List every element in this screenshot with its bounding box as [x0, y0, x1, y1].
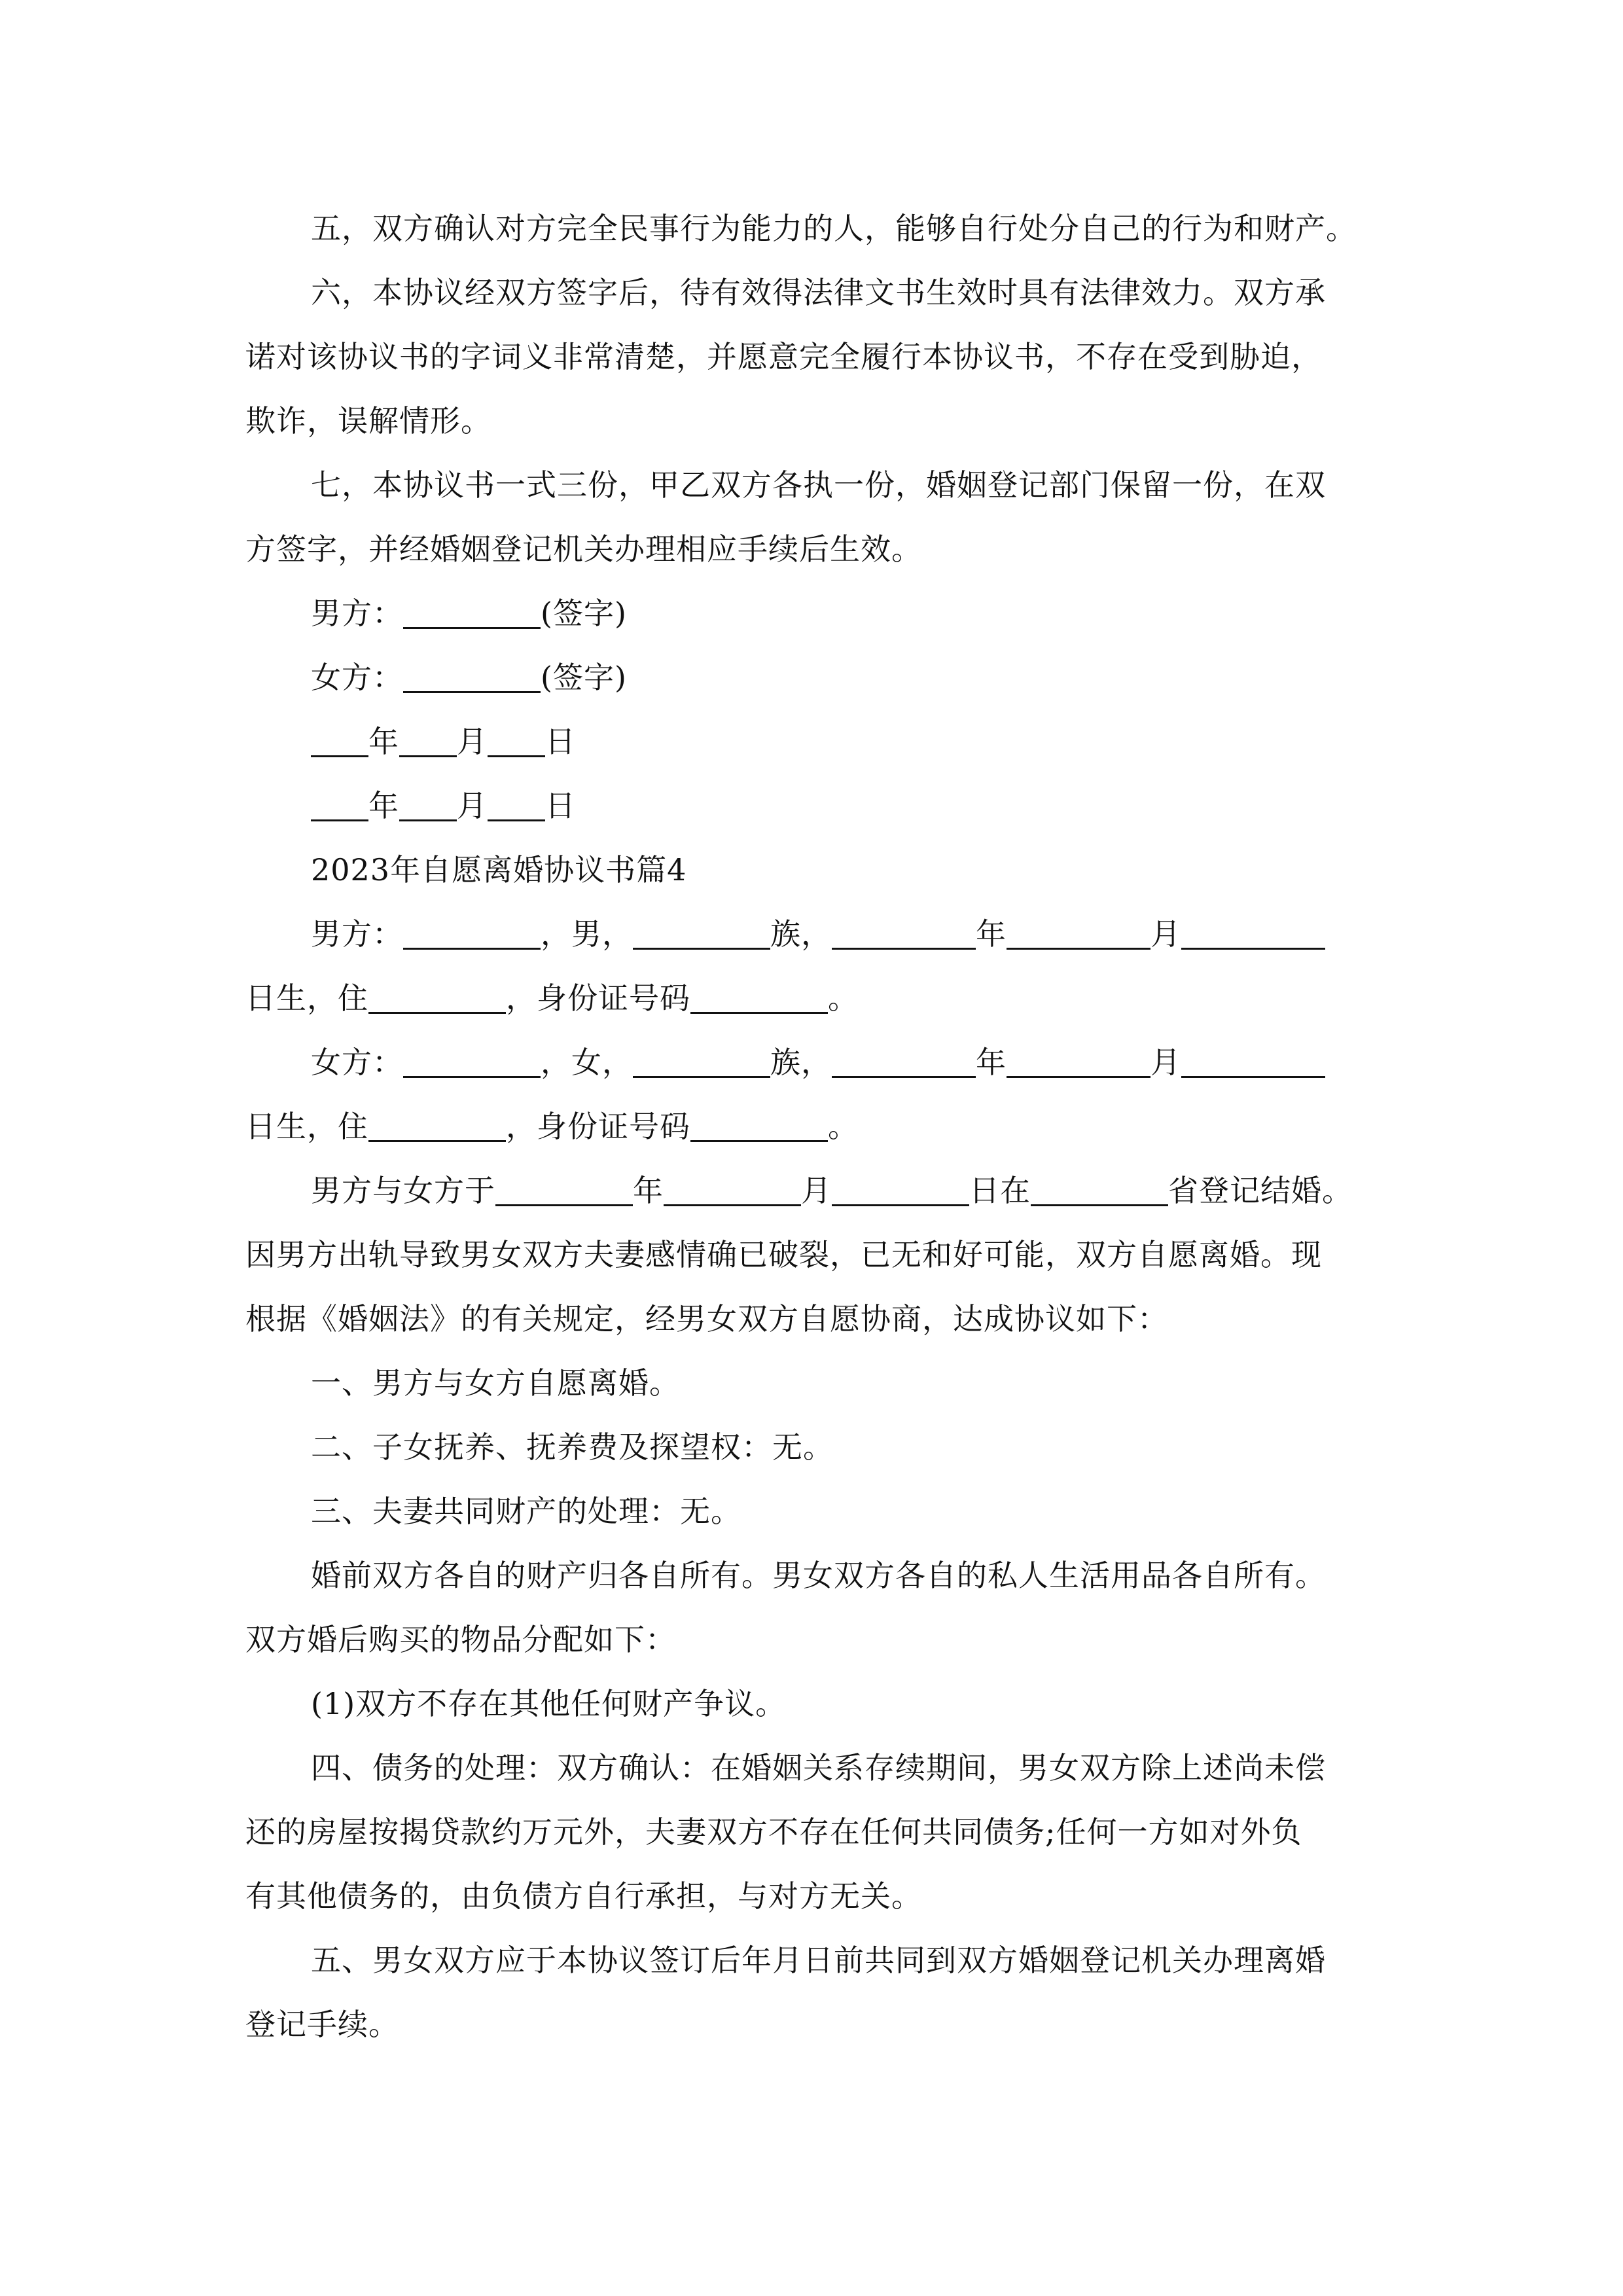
male-born-label: 日生，住	[245, 980, 368, 1016]
property-line1: 婚前双方各自的财产归各自所有。男女双方各自的私人生活用品各自所有。	[311, 1558, 1326, 1593]
date-year-label: 年	[368, 724, 399, 759]
marriage-line2: 因男方出轨导致男女双方夫妻感情确已破裂，已无和好可能，双方自愿离婚。现	[245, 1237, 1322, 1272]
date-line-2	[245, 774, 1384, 838]
female-signature-line	[245, 645, 1384, 709]
male-signature-blank[interactable]	[403, 593, 541, 629]
document-page	[245, 196, 1384, 2056]
male-party-line1	[245, 902, 1384, 966]
marriage-line3: 根据《婚姻法》的有关规定，经男女双方自愿协商，达成协议如下：	[245, 1301, 1168, 1336]
date-month-blank[interactable]	[399, 785, 457, 821]
female-id-blank[interactable]	[690, 1106, 828, 1142]
male-party-label: 男方：	[311, 916, 403, 952]
date-day-blank[interactable]	[488, 785, 545, 821]
female-party-line2	[245, 1094, 1384, 1158]
male-signature-label: 男方：	[311, 596, 403, 631]
marriage-day-label: 日在	[969, 1173, 1031, 1208]
female-month-label: 月	[1150, 1045, 1181, 1080]
male-signature-note: (签字)	[541, 596, 627, 631]
section-heading: 2023年自愿离婚协议书篇4	[311, 852, 687, 888]
marriage-year-blank[interactable]	[495, 1170, 633, 1206]
item-two: 二、子女抚养、抚养费及探望权：无。	[311, 1429, 834, 1465]
item-four-line1: 四、债务的处理：双方确认：在婚姻关系存续期间，男女双方除上述尚未偿	[311, 1750, 1326, 1785]
male-signature-line	[245, 581, 1384, 645]
paragraph-seven-line2: 方签字，并经婚姻登记机关办理相应手续后生效。	[245, 531, 922, 567]
item-five-line1: 五、男女双方应于本协议签订后年月日前共同到双方婚姻登记机关办理离婚	[311, 1943, 1326, 1978]
female-birth-year-blank[interactable]	[832, 1042, 976, 1078]
date-month-label: 月	[457, 724, 488, 759]
item-four-line3: 有其他债务的，由负债方自行承担，与对方无关。	[245, 1878, 922, 1914]
female-address-blank[interactable]	[368, 1106, 506, 1142]
paragraph-six-line3: 欺诈，误解情形。	[245, 403, 491, 439]
male-name-blank[interactable]	[403, 914, 541, 950]
paragraph-six-line1: 六，本协议经双方签字后，待有效得法律文书生效时具有法律效力。双方承	[311, 275, 1326, 310]
female-birth-month-blank[interactable]	[1007, 1042, 1150, 1078]
date-month-label: 月	[457, 788, 488, 823]
date-day-label: 日	[545, 788, 576, 823]
male-party-line2	[245, 966, 1384, 1030]
female-gender-text: ，女，	[541, 1045, 633, 1080]
male-gender-text: ，男，	[541, 916, 633, 952]
male-id-label: ，身份证号码	[506, 980, 690, 1016]
male-ethnic-label: 族，	[770, 916, 832, 952]
marriage-month-label: 月	[801, 1173, 832, 1208]
male-ethnic-blank[interactable]	[633, 914, 770, 950]
female-signature-label: 女方：	[311, 660, 403, 695]
female-born-label: 日生，住	[245, 1109, 368, 1144]
marriage-province-blank[interactable]	[1031, 1170, 1168, 1206]
marriage-province-label: 省登记结婚。	[1168, 1173, 1353, 1208]
date-month-blank[interactable]	[399, 721, 457, 757]
item-five-line2: 登记手续。	[245, 2007, 399, 2042]
male-year-label: 年	[976, 916, 1007, 952]
female-year-label: 年	[976, 1045, 1007, 1080]
marriage-month-blank[interactable]	[664, 1170, 801, 1206]
female-ethnic-blank[interactable]	[633, 1042, 770, 1078]
marriage-year-label: 年	[633, 1173, 664, 1208]
male-birth-month-blank[interactable]	[1007, 914, 1150, 950]
date-day-blank[interactable]	[488, 721, 545, 757]
female-end-mark: 。	[828, 1109, 859, 1144]
male-address-blank[interactable]	[368, 978, 506, 1014]
date-year-label: 年	[368, 788, 399, 823]
female-birth-day-blank[interactable]	[1181, 1042, 1325, 1078]
date-day-label: 日	[545, 724, 576, 759]
male-birth-day-blank[interactable]	[1181, 914, 1325, 950]
date-year-blank[interactable]	[311, 721, 368, 757]
property-line2: 双方婚后购买的物品分配如下：	[245, 1622, 676, 1657]
female-ethnic-label: 族，	[770, 1045, 832, 1080]
marriage-day-blank[interactable]	[832, 1170, 969, 1206]
female-signature-note: (签字)	[541, 660, 627, 695]
item-one: 一、男方与女方自愿离婚。	[311, 1365, 680, 1401]
property-sub-item: (1)双方不存在其他任何财产争议。	[311, 1686, 787, 1721]
male-end-mark: 。	[828, 980, 859, 1016]
paragraph-six-line2: 诺对该协议书的字词义非常清楚，并愿意完全履行本协议书，不存在受到胁迫，	[245, 339, 1322, 374]
female-party-label: 女方：	[311, 1045, 403, 1080]
male-month-label: 月	[1150, 916, 1181, 952]
male-id-blank[interactable]	[690, 978, 828, 1014]
date-line-1	[245, 709, 1384, 774]
marriage-start-text: 男方与女方于	[311, 1173, 495, 1208]
paragraph-five-confirm: 五，双方确认对方完全民事行为能力的人，能够自行处分自己的行为和财产。	[311, 211, 1357, 246]
female-name-blank[interactable]	[403, 1042, 541, 1078]
date-year-blank[interactable]	[311, 785, 368, 821]
item-four-line2: 还的房屋按揭贷款约万元外，夫妻双方不存在任何共同债务;任何一方如对外负	[245, 1814, 1302, 1850]
male-birth-year-blank[interactable]	[832, 914, 976, 950]
marriage-line1	[245, 1158, 1384, 1223]
female-id-label: ，身份证号码	[506, 1109, 690, 1144]
item-three: 三、夫妻共同财产的处理：无。	[311, 1494, 741, 1529]
female-signature-blank[interactable]	[403, 657, 541, 693]
female-party-line1	[245, 1030, 1384, 1094]
paragraph-seven-line1: 七，本协议书一式三份，甲乙双方各执一份，婚姻登记部门保留一份，在双	[311, 467, 1326, 503]
